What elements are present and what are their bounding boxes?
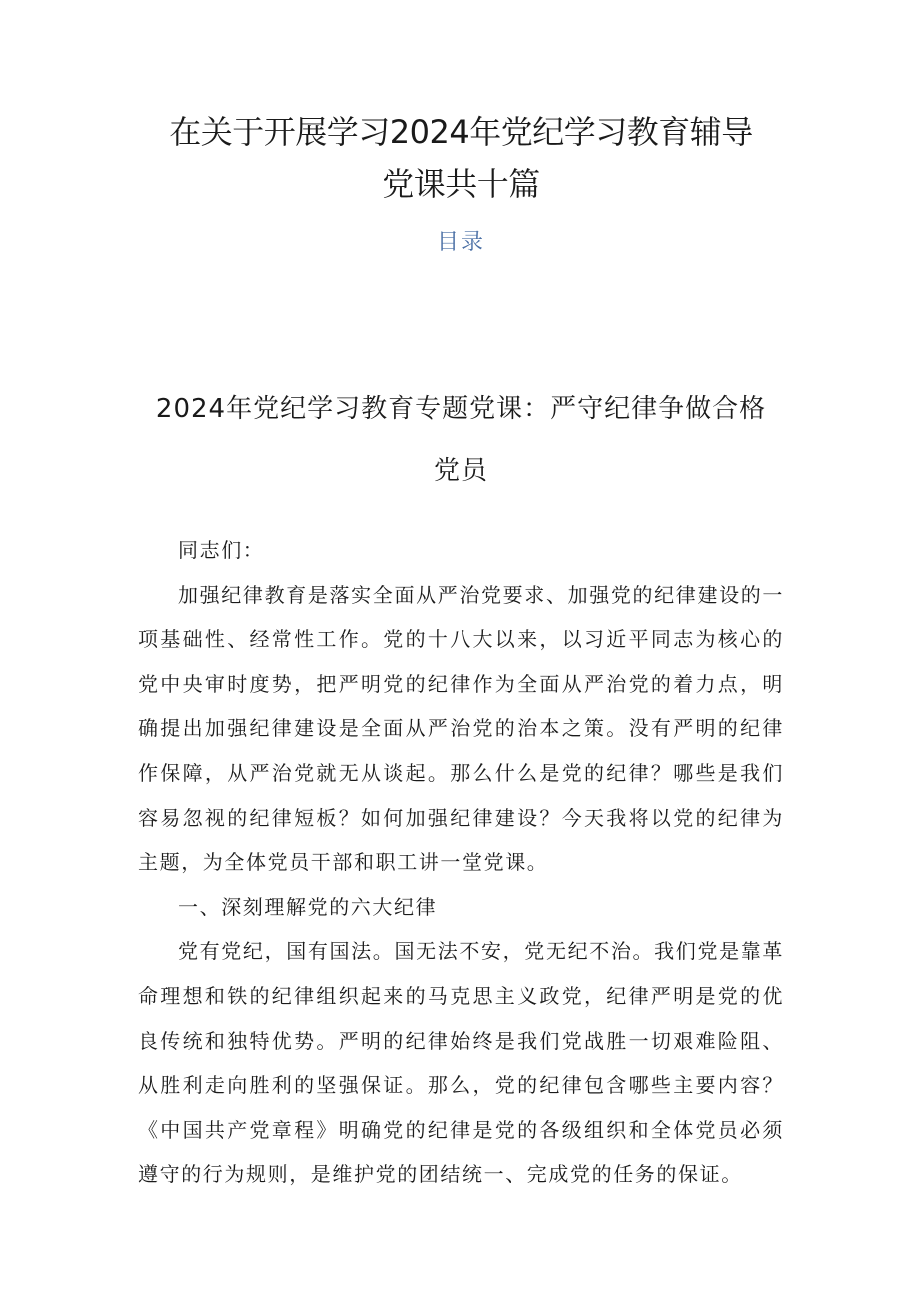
section-title xyxy=(138,378,784,502)
document-title xyxy=(138,0,784,210)
section-title-line-2: 党员 xyxy=(433,456,488,486)
section-title-line-1: 2024年党纪学习教育专题党课：严守纪律争做合格 xyxy=(155,394,767,424)
salutation: 同志们： xyxy=(178,538,265,562)
document-title-line-2: 党课共十篇 xyxy=(382,165,540,203)
toc-heading[interactable]: 目录 xyxy=(436,230,485,255)
body-paragraph: 加强纪律教育是落实全面从严治党要求、加强党的纪律建设的一项基础性、经常性工作。党的十八大以来，以习近平同志为核心的党中央审时度势，把严明党的纪律作为全面从严治党的着力点，明确提出加强纪律建设是全面从严治党的治本之策。没有严明的纪律作保障，从严治党就无从谈起。那么什么是党的纪律？哪些是我们容易忽视的纪律短板？如何加强纪律建设？今天我将以党的纪律为主题，为全体党员干部和职工讲一堂党课。 xyxy=(138,582,784,875)
body-paragraph: 党有党纪，国有国法。国无法不安，党无纪不治。我们党是靠革命理想和铁的纪律组织起来的马克思主义政党，纪律严明是党的优良传统和独特优势。严明的纪律始终是我们党战胜一切艰难险阻、从胜利走向胜利的坚强保证。那么，党的纪律包含哪些主要内容？《中国共产党章程》明确党的纪律是党的各级组织和全体党员必须遵守的行为规则，是维护党的团结统一、完成党的任务的保证。 xyxy=(138,939,784,1187)
section-body xyxy=(138,528,784,1197)
document-title-line-1: 在关于开展学习2024年党纪学习教育辅导 xyxy=(169,113,753,151)
subheading: 一、深刻理解党的六大纪律 xyxy=(178,894,438,919)
